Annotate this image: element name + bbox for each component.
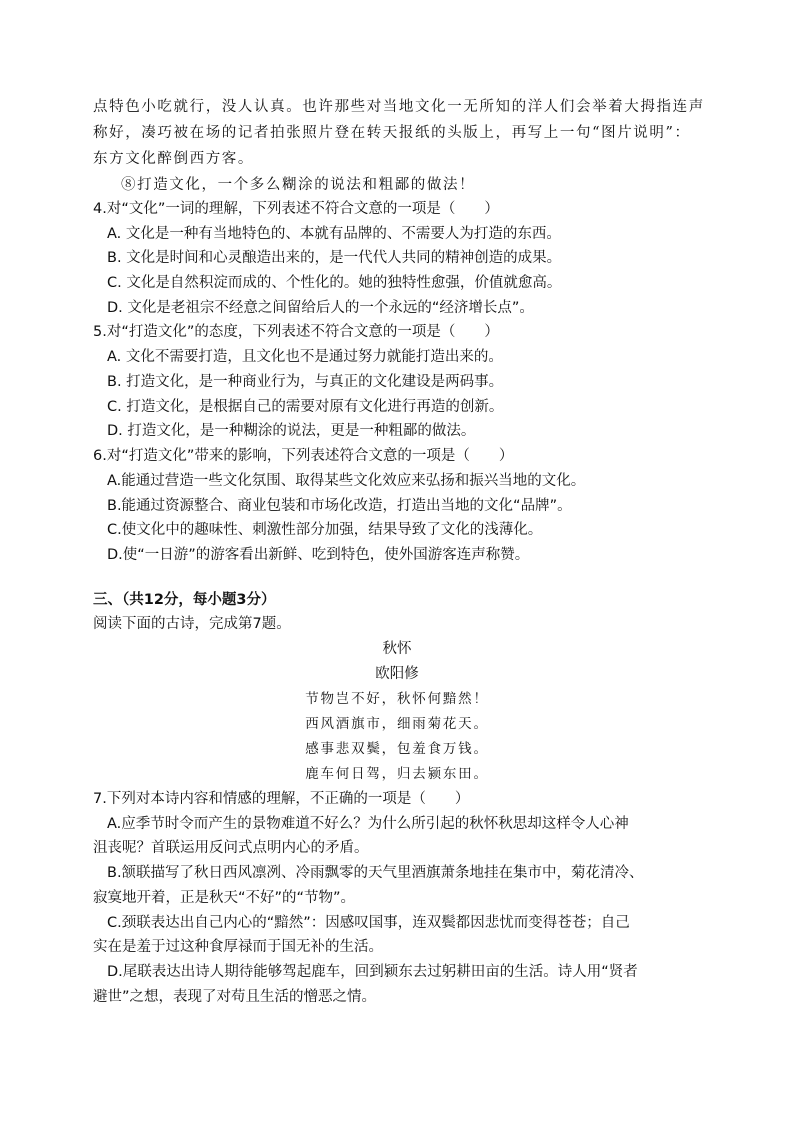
section-3-heading: 三、（共12分，每小题3分） (93, 592, 276, 608)
passage-line-4: ⑧打造文化，一个多么糊涂的说法和粗鄙的做法！ (121, 177, 476, 193)
question-6-option-b: B.能通过资源整合、商业包装和市场化改造，打造出当地的文化“品牌”。 (107, 498, 572, 514)
passage-line-3: 东方文化醉倒西方客。 (93, 151, 254, 167)
question-7-option-a-line-1: A.应季节时令而产生的景物难道不好么？为什么所引起的秋怀秋思却这样令人心神 (107, 816, 629, 832)
poem-line-3: 感事悲双鬓，包羞食万钱。 (305, 741, 489, 757)
passage-line-2: 称好，凑巧被在场的记者拍张照片登在转天报纸的头版上，再写上一句“图片说明”： (93, 125, 691, 141)
question-4-stem: 4.对“文化”一词的理解，下列表述不符合文意的一项是（ ） (93, 201, 499, 217)
question-7-option-b-line-2: 寂寞地开着，正是秋天“不好”的“节物”。 (93, 890, 356, 906)
question-7-option-d-line-1: D.尾联表达出诗人期待能够驾起鹿车，回到颍东去过躬耕田亩的生活。诗人用“贤者 (107, 964, 638, 980)
poem-title: 秋怀 (382, 641, 412, 657)
question-5-option-c: C. 打造文化，是根据自己的需要对原有文化进行再造的创新。 (107, 399, 504, 415)
question-7-option-c-line-2: 实在是羞于过这种食厚禄而于国无补的生活。 (93, 939, 383, 955)
question-6-stem: 6.对“打造文化”带来的影响，下列表述符合文意的一项是（ ） (93, 448, 514, 464)
question-5-option-d: D. 打造文化，是一种糊涂的说法，更是一种粗鄙的做法。 (107, 423, 476, 439)
question-7-stem: 7.下列对本诗内容和情感的理解，不正确的一项是（ ） (93, 791, 470, 807)
question-6-option-c: C.使文化中的趣味性、刺激性部分加强，结果导致了文化的浅薄化。 (107, 522, 543, 538)
poem-line-1: 节物岂不好，秋怀何黯然！ (305, 691, 489, 707)
question-4-option-d: D. 文化是老祖宗不经意之间留给后人的一个永远的“经济增长点”。 (107, 300, 534, 316)
question-6-option-d: D.使“一日游”的游客看出新鲜、吃到特色，使外国游客连声称赞。 (107, 547, 530, 563)
poem-author: 欧阳修 (375, 666, 419, 682)
passage-line-1: 点特色小吃就行，没人认真。也许那些对当地文化一无所知的洋人们会举着大拇指连声 (93, 99, 705, 115)
question-5-option-b: B. 打造文化，是一种商业行为，与真正的文化建设是两码事。 (107, 374, 504, 390)
question-7-option-b-line-1: B.颔联描写了秋日西风凛冽、冷雨飘零的天气里酒旗萧条地挂在集市中，菊花清冷、 (107, 865, 644, 881)
section-3-intro: 阅读下面的古诗，完成第7题。 (93, 616, 291, 632)
question-6-option-a: A.能通过营造一些文化氛围、取得某些文化效应来弘扬和振兴当地的文化。 (107, 473, 586, 489)
question-7-option-a-line-2: 沮丧呢？首联运用反问式点明内心的矛盾。 (93, 840, 369, 856)
poem-line-2: 西风酒旗市，细雨菊花天。 (305, 716, 489, 732)
question-4-option-b: B. 文化是时间和心灵酿造出来的，是一代代人共同的精神创造的成果。 (107, 250, 562, 266)
question-4-option-c: C. 文化是自然积淀而成的、个性化的。她的独特性愈强，价值就愈高。 (107, 275, 562, 291)
question-5-stem: 5.对“打造文化”的态度，下列表述不符合文意的一项是（ ） (93, 324, 499, 340)
question-5-option-a: A. 文化不需要打造，且文化也不是通过努力就能打造出来的。 (107, 349, 503, 365)
question-7-option-d-line-2: 避世”之想，表现了对苟且生活的憎恶之情。 (93, 989, 377, 1005)
poem-line-4: 鹿车何日驾，归去颍东田。 (305, 766, 489, 782)
question-4-option-a: A. 文化是一种有当地特色的、本就有品牌的、不需要人为打造的东西。 (107, 226, 561, 242)
question-7-option-c-line-1: C.颈联表达出自己内心的“黯然”：因感叹国事，连双鬓都因悲忧而变得苍苍；自己 (107, 915, 630, 931)
